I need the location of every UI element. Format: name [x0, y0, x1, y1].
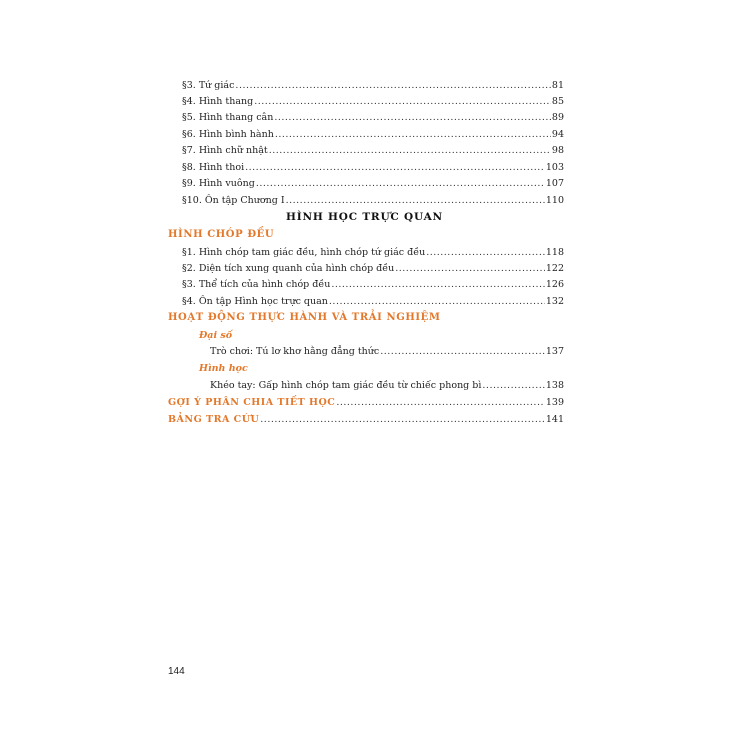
leader-dots	[274, 112, 551, 124]
leader-dots	[331, 279, 545, 291]
toc-entry[interactable]	[182, 247, 564, 259]
toc-entry[interactable]	[182, 129, 564, 141]
toc-entry[interactable]	[210, 346, 564, 358]
leader-dots	[260, 414, 545, 426]
toc-entry-page: 138	[545, 380, 564, 391]
toc-entry[interactable]	[182, 296, 564, 308]
toc-entry-label: §5. Hình thang cân	[182, 112, 274, 123]
section-heading[interactable]: HÌNH CHÓP ĐỀU	[168, 229, 275, 240]
toc-entry-label: §6. Hình bình hành	[182, 129, 274, 140]
toc-entry-label: BẢNG TRA CỨU	[168, 414, 260, 425]
toc-entry-page: 85	[551, 96, 564, 107]
subsection-heading: Hình học	[199, 363, 248, 374]
leader-dots	[286, 195, 545, 207]
toc-entry[interactable]	[182, 145, 564, 157]
toc-entry-page: 81	[551, 80, 564, 91]
toc-entry[interactable]	[182, 162, 564, 174]
toc-entry-page: 141	[545, 414, 564, 425]
toc-entry-page: 139	[545, 397, 564, 408]
leader-dots	[256, 178, 545, 190]
toc-entry[interactable]	[210, 380, 564, 392]
toc-entry-label: GỢI Ý PHÂN CHIA TIẾT HỌC	[168, 397, 336, 408]
leader-dots	[380, 346, 545, 358]
toc-entry[interactable]	[168, 414, 564, 426]
leader-dots	[482, 380, 544, 392]
toc-entry-page: 110	[545, 195, 564, 206]
toc-entry[interactable]	[182, 80, 564, 92]
leader-dots	[235, 80, 550, 92]
toc-entry-page: 103	[545, 162, 564, 173]
subsection-heading: Đại số	[199, 330, 233, 341]
toc-entry[interactable]	[182, 112, 564, 124]
toc-entry[interactable]	[182, 178, 564, 190]
section-heading[interactable]: HOẠT ĐỘNG THỰC HÀNH VÀ TRẢI NGHIỆM	[168, 312, 441, 323]
toc-entry-label: §1. Hình chóp tam giác đều, hình chóp tứ giác đều	[182, 247, 426, 258]
toc-entry-label: §7. Hình chữ nhật	[182, 145, 268, 156]
leader-dots	[426, 247, 545, 259]
leader-dots	[336, 397, 545, 409]
toc-entry-label: §3. Tứ giác	[182, 80, 235, 91]
toc-entry[interactable]	[182, 195, 564, 207]
toc-entry-label: §4. Hình thang	[182, 96, 254, 107]
leader-dots	[254, 96, 551, 108]
leader-dots	[275, 129, 551, 141]
leader-dots	[245, 162, 545, 174]
leader-dots	[269, 145, 551, 157]
toc-entry-page: 98	[551, 145, 564, 156]
toc-entry-page: 122	[545, 263, 564, 274]
page-number: 144	[168, 666, 185, 677]
toc-entry-label: §8. Hình thoi	[182, 162, 245, 173]
part-heading: HÌNH HỌC TRỰC QUAN	[286, 211, 443, 223]
toc-entry-label: Trò chơi: Tú lơ khơ hằng đẳng thức	[210, 346, 380, 357]
toc-entry-label: §4. Ôn tập Hình học trực quan	[182, 296, 328, 307]
toc-entry[interactable]	[182, 96, 564, 108]
toc-entry[interactable]	[182, 263, 564, 275]
toc-entry-page: 89	[551, 112, 564, 123]
toc-entry-label: Khéo tay: Gấp hình chóp tam giác đều từ chiếc phong bì	[210, 380, 482, 391]
toc-entry-page: 132	[545, 296, 564, 307]
toc-entry-page: 126	[545, 279, 564, 290]
toc-entry-label: §9. Hình vuông	[182, 178, 255, 189]
toc-entry-page: 107	[545, 178, 564, 189]
toc-entry-label: §2. Diện tích xung quanh của hình chóp đều	[182, 263, 395, 274]
toc-entry-page: 118	[545, 247, 564, 258]
leader-dots	[329, 296, 545, 308]
toc-entry-page: 137	[545, 346, 564, 357]
toc-entry[interactable]	[168, 397, 564, 409]
toc-entry[interactable]	[182, 279, 564, 291]
toc-entry-page: 94	[551, 129, 564, 140]
leader-dots	[395, 263, 545, 275]
toc-entry-label: §10. Ôn tập Chương I	[182, 195, 285, 206]
toc-entry-label: §3. Thể tích của hình chóp đều	[182, 279, 331, 290]
